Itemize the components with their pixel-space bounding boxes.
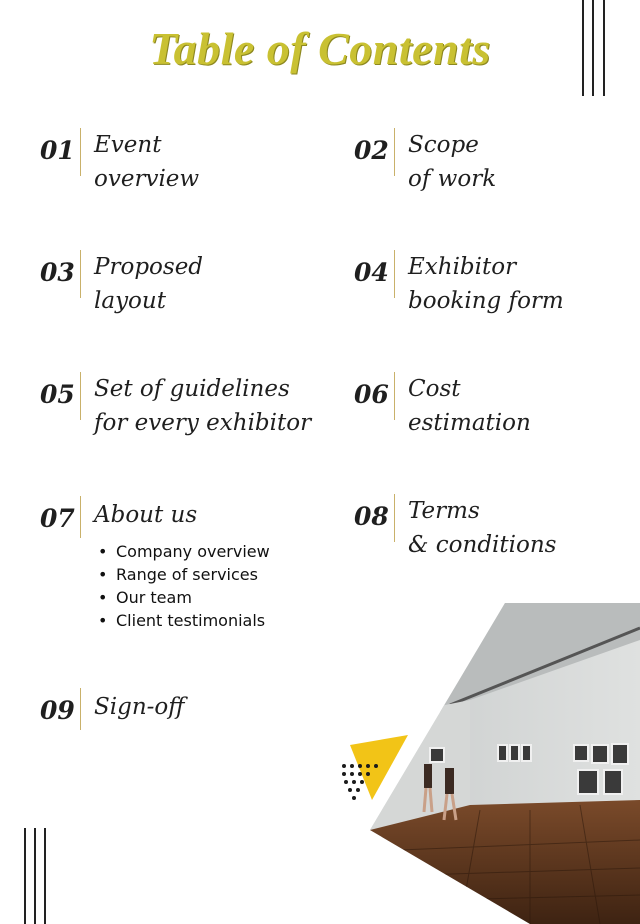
toc-label: Proposed layout [94,254,204,314]
toc-number: 02 [354,136,389,165]
toc-label: Cost estimation [408,376,531,436]
toc-number: 06 [354,380,389,409]
toc-label: About us [94,502,198,528]
list-item: • Company overview [98,540,270,563]
toc-number: 04 [354,258,389,287]
list-item: • Range of services [98,563,270,586]
toc-label: Event overview [94,132,200,192]
toc-label: Exhibitor booking form [408,254,564,314]
toc-number: 07 [40,504,75,533]
toc-number: 01 [40,136,75,165]
toc-label: Scope of work [408,132,497,192]
list-item: • Client testimonials [98,609,270,632]
page-title: Table of Contents [149,23,491,74]
toc-number: 03 [40,258,75,287]
toc-label: Set of guidelines for every exhibitor [94,376,312,436]
toc-label: Terms & conditions [408,498,557,558]
toc-number: 08 [354,502,389,531]
toc-label: Sign-off [94,694,185,720]
toc-number: 05 [40,380,75,409]
list-item: • Our team [98,586,270,609]
toc-number: 09 [40,696,75,725]
